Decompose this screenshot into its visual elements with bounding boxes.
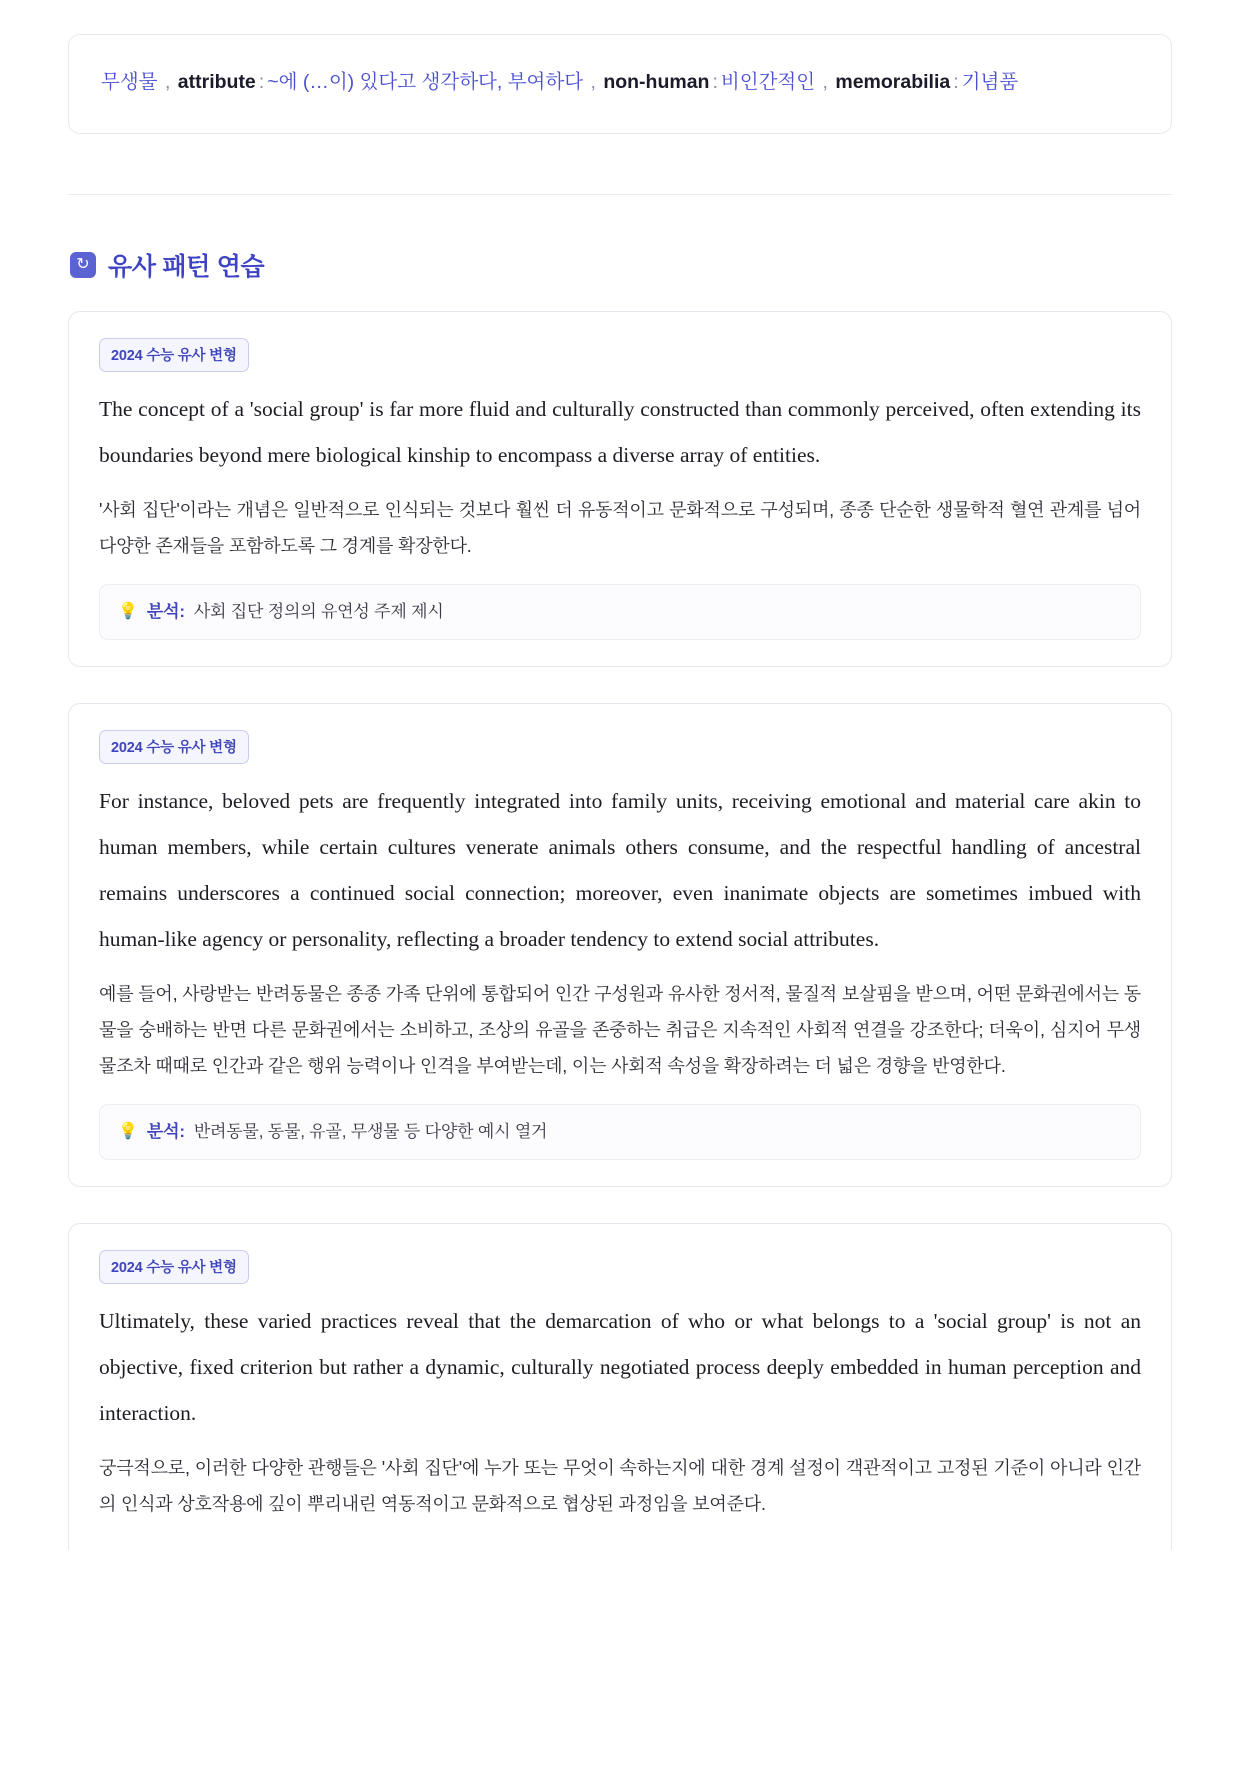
english-sentence: Ultimately, these varied practices reveal that the demarcation of who or what belongs to a 'social group' is not an objective, fixed criterion but rather a dynamic, culturally negotiated process deeply embedded in human perception and interaction. [99,1309,1141,1425]
analysis-box [99,584,1141,640]
status-badge: 2024 수능 유사 변형 [99,1250,249,1284]
vocab-meaning-attribute: ~에 (…이) 있다고 생각하다, 부여하다 [267,71,584,93]
page-title: 유사 패턴 연습 [108,253,265,281]
section-header [70,247,1172,283]
korean-translation: 예를 들어, 사랑받는 반려동물은 종종 가족 단위에 통합되어 인간 구성원과 유사한 정서적, 물질적 보살핌을 받으며, 어떤 문화권에서는 동물을 숭배하는 반면 다른 문화권에서는 소비하고, 조상의 유골을 존중하는 취급은 지속적인 사회적 연결을 강조한다; 더욱이, 심지어 무생물조차 때때로 인간과 같은 행위 능력이나 인격을 부여받는데, 이는 사회적 속성을 확장하려는 더 넓은 경향을 반영한다. [99,984,1141,1076]
practice-card [68,311,1172,667]
vocab-separator: , [164,71,171,93]
lightbulb-icon: 💡 [118,1123,138,1140]
english-sentence: The concept of a 'social group' is far more fluid and culturally constructed than commonly perceived, often extending its boundaries beyond mere biological kinship to encompass a diverse array of entities. [99,397,1141,467]
korean-translation: 궁극적으로, 이러한 다양한 관행들은 '사회 집단'에 누가 또는 무엇이 속하는지에 대한 경계 설정이 객관적이고 고정된 기준이 아니라 인간의 인식과 상호작용에 깊이 뿌리내린 역동적이고 문화적으로 협상된 과정임을 보여준다. [99,1458,1141,1514]
vocab-term-non-human: non-human [603,71,710,93]
analysis-label: 분석: [146,1122,185,1141]
analysis-text: 반려동물, 동물, 유골, 무생물 등 다양한 예시 열거 [193,1122,548,1141]
sync-icon: ↻ [70,252,96,278]
analysis-label: 분석: [146,602,185,621]
status-badge: 2024 수능 유사 변형 [99,338,249,372]
vocabulary-box [68,34,1172,134]
lightbulb-icon: 💡 [118,603,138,620]
analysis-box [99,1104,1141,1160]
vocab-lead-korean: 무생물 [101,71,158,93]
analysis-text: 사회 집단 정의의 유연성 주제 제시 [193,602,444,621]
korean-translation: '사회 집단'이라는 개념은 일반적으로 인식되는 것보다 훨씬 더 유동적이고 문화적으로 구성되며, 종종 단순한 생물학적 혈연 관계를 넘어 다양한 존재들을 포함하도록 그 경계를 확장한다. [99,500,1141,556]
practice-card [68,703,1172,1187]
vocab-term-memorabilia: memorabilia [835,71,951,93]
vocab-colon-1: : [258,71,265,93]
vocab-colon-2: : [712,71,718,93]
vocabulary-line-1 [101,61,1139,103]
vocab-meaning-non-human: 비인간적인 [720,71,816,93]
english-sentence: For instance, beloved pets are frequently integrated into family units, receiving emotional and material care akin to human members, while certain cultures venerate animals others consume, and the respectful handling of ancestral remains underscores a continued social connection; moreover, even inanimate objects are sometimes imbued with human-like agency or personality, reflecting a broader tendency to extend social attributes. [99,789,1141,951]
section-divider [68,194,1172,195]
vocab-term-attribute: attribute [177,71,256,93]
status-badge: 2024 수능 유사 변형 [99,730,249,764]
document-page [0,34,1240,1550]
vocab-meaning-memorabilia: 기념품 [961,71,1019,93]
vocab-separator-2: , [590,71,596,93]
vocab-separator-3: , [822,71,828,93]
practice-card [68,1223,1172,1550]
vocab-colon-3: : [953,71,959,93]
